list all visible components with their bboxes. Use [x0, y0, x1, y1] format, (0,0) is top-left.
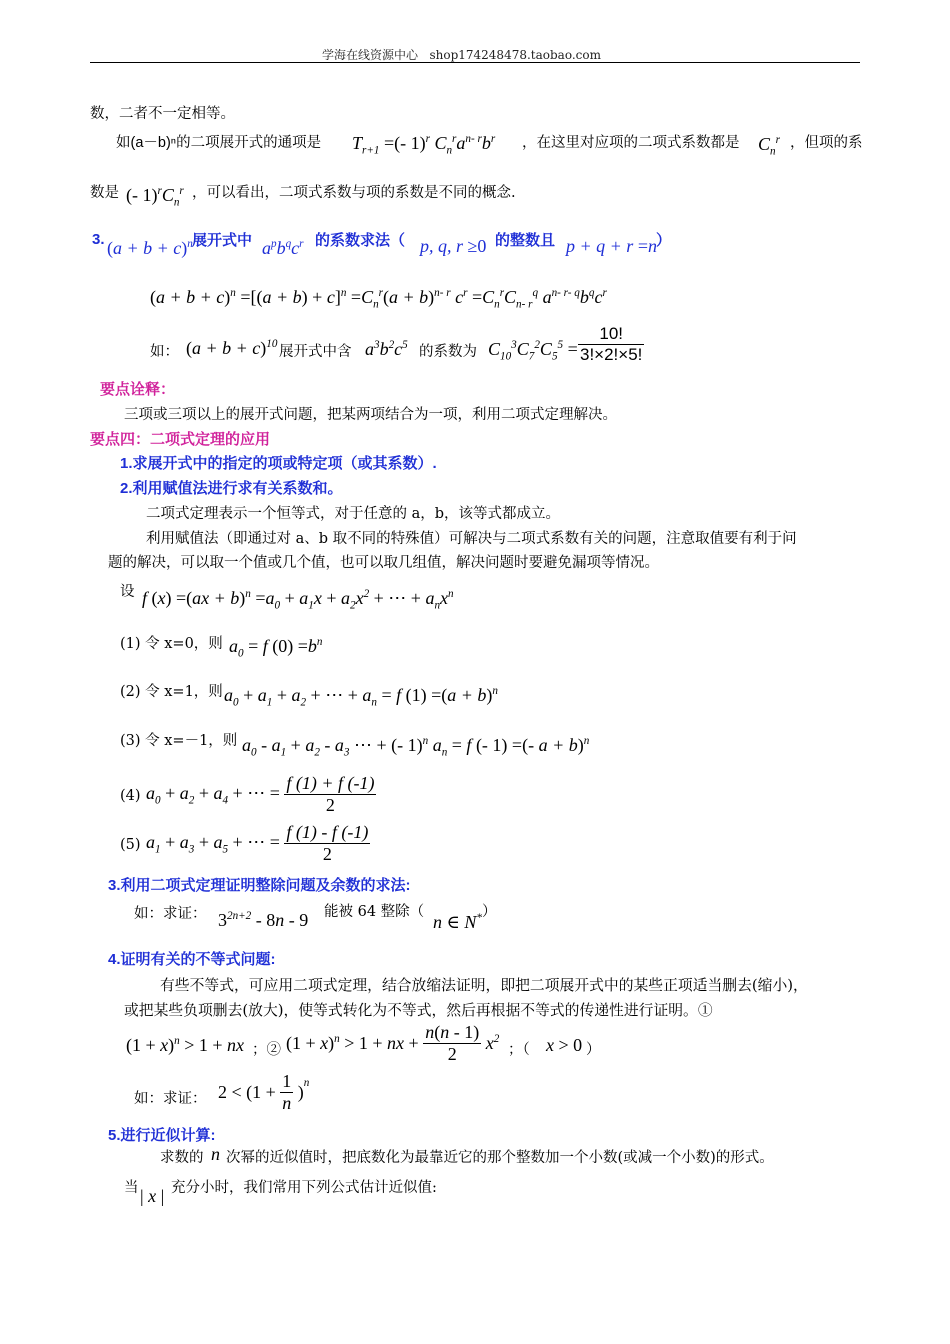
case5-label: (5)	[120, 837, 141, 853]
case2-label: (2) 令 x=1，则	[120, 684, 223, 700]
formula-term-coef: (- $1)^rC_n^r$	[126, 185, 184, 209]
h3-b: 的系数求法（	[315, 232, 406, 249]
ex2-label: 如：求证：	[134, 906, 207, 922]
p4-n: n	[211, 1144, 220, 1164]
line2-a: 如(a－b)ⁿ的二项展开式的通项是	[116, 135, 322, 151]
note-text: 三项或三项以上的展开式问题，把某两项结合为一项，利用二项式定理解决。	[124, 407, 617, 423]
ex2-end: ）	[482, 904, 497, 920]
ineq-end: ）	[586, 1042, 601, 1058]
ex1-formula-2: $a^3b^2c^5$	[365, 339, 408, 359]
ex1-a: 展开式中含	[279, 344, 352, 360]
p2a: 利用赋值法（即通过对 a、b 取不同的特殊值）可解决与二项式系数有关的问题，注意取值要有利于问	[146, 531, 797, 547]
line3-a: 数是	[90, 185, 119, 201]
header-site: 学海在线资源中心	[322, 48, 419, 62]
p3b: 或把某些负项删去(放大)，使等式转化为不等式，然后再根据不等式的传递性进行证明。①	[124, 1002, 713, 1019]
formula-fx: f $(x) =(ax + b)^n =a_0 + a_1x + a_2x^2$ + ⋯ + $a_nx^n$	[142, 588, 454, 612]
formula-binom-coef: $C_n^r$	[758, 134, 780, 158]
case3-formula: $a_0 - a_1 + a_2 - a_3$ ⋯ + (- 1)$^n$ $a_n = f$ (- 1) =(- a + b)$^n$	[242, 735, 590, 759]
h3-formula-3: p, q, r ≥0	[420, 236, 487, 256]
para-line-2	[116, 131, 321, 152]
ex1-frac-num: 10!	[578, 324, 644, 345]
ex2-text: 能被 64 整除（	[324, 904, 425, 920]
ex1-formula-3: $C_{10}^3C_7^2C_5^5$ =	[488, 339, 578, 363]
h3-formula-1: $(a + b + c)^n$	[107, 238, 193, 258]
ineq-cond: x > 0	[546, 1035, 583, 1055]
ex1-frac-den: 3!×2!×5!	[580, 345, 643, 364]
case5-frac-num: f (1) - f (-1)	[286, 822, 369, 842]
s4-title: 4.证明有关的不等式问题:	[108, 951, 276, 968]
p5a: 当	[124, 1180, 139, 1196]
case4-frac-den: 2	[325, 795, 335, 815]
header-rule	[90, 62, 860, 63]
header-text	[322, 46, 601, 63]
line3-b: ，可以看出，二项式系数与项的系数是不同的概念.	[192, 185, 516, 201]
p5-absx: | x |	[140, 1186, 165, 1206]
s5-title: 5.进行近似计算:	[108, 1127, 216, 1144]
ineq-2: $(1 + x)^n > 1$ + nx + $\frac{n(n - 1)}{2}$ $x^2$	[286, 1022, 500, 1064]
ineq-1: $(1 + x)^n > 1$ + nx	[126, 1035, 245, 1055]
p5b: 充分小时，我们常用下列公式估计近似值:	[171, 1180, 437, 1196]
case5-formula: $a_1 + a_3 + a_5$ + ⋯ = $\frac{f (1) - f (-1)}{2}$	[146, 822, 369, 864]
s2-title: 2.利用赋值法进行求有关系数和。	[120, 480, 343, 497]
case4-frac-num: f (1) + f (-1)	[286, 773, 375, 793]
ex1-label: 如：	[150, 344, 179, 360]
formula-trinomial-expansion: $(a + b + c)^n =[(a + b) + c]^n =C_n^r(a + b)^{n- r}$ $c^r =C_n^rC_{n- r}^q$ $a^{n- r- q}b^qc^r$	[150, 287, 607, 311]
p3a: 有些不等式，可应用二项式定理，结合放缩法证明，即把二项展开式中的某些正项适当删去(缩小)，	[160, 977, 808, 994]
section4-title: 要点四：二项式定理的应用	[90, 431, 271, 448]
ex2-domain: n ∈ N*	[433, 912, 482, 932]
ex1-fraction	[578, 324, 644, 365]
ex3-label: 如：求证：	[134, 1091, 207, 1107]
p4a: 求数的	[160, 1150, 204, 1166]
h3-a: 展开式中	[192, 232, 253, 249]
header-shop: shop174248478.taobao.com	[429, 48, 601, 62]
s1-title: 1.求展开式中的指定的项或特定项（或其系数）.	[120, 455, 437, 472]
line2-c: ，但项的系	[790, 135, 863, 151]
set-label: 设	[120, 584, 135, 600]
ineq-sep: ；②	[252, 1042, 281, 1058]
ex2-formula: $3^{2n+2} - 8n - 9$	[218, 910, 309, 930]
h3-formula-4: p + q + r =n	[566, 236, 657, 256]
case1-label: (1) 令 x=0，则	[120, 636, 223, 652]
note-title: 要点诠释：	[100, 381, 176, 398]
ex3-formula: 2 < (1 + $\frac{1}{n}$ )$^n$	[218, 1071, 310, 1113]
ineq-sep2: ；（	[508, 1042, 530, 1058]
ex1-formula-1: $(a + b + c)^{10}$	[186, 338, 278, 358]
s3-title: 3.利用二项式定理证明整除问题及余数的求法:	[108, 877, 411, 894]
h3-formula-2: $a^pb^qc^r$	[262, 238, 304, 258]
line2-b: ，在这里对应项的二项式系数都是	[522, 135, 740, 151]
case2-formula: $a_0 + a_1 + a_2$ + ⋯ + $a_n = f$ $(1) =(a + b)^n$	[224, 685, 498, 709]
p2b: 题的解决，可以取一个值或几个值，也可以取几组值，解决问题时要避免漏项等情况。	[108, 555, 659, 571]
case1-formula: $a_0 = f$ $(0) =b^n$	[229, 636, 323, 660]
case4-formula: $a_0 + a_2 + a_4$ + ⋯ = $\frac{f (1) + f (-1)}{2}$	[146, 773, 375, 815]
case5-frac-den: 2	[322, 844, 332, 864]
case3-label: (3) 令 x=－1，则	[120, 733, 238, 749]
para-line-1: 数，二者不一定相等。	[90, 106, 235, 122]
p1: 二项式定理表示一个恒等式，对于任意的 a，b，该等式都成立。	[146, 506, 561, 522]
h3-c: 的整数且	[495, 232, 556, 249]
ex1-b: 的系数为	[419, 344, 477, 360]
case4-label: (4)	[120, 788, 141, 804]
h3-d: ）	[656, 232, 672, 249]
p4b: 次幂的近似值时，把底数化为最靠近它的那个整数加一个小数(或减一个小数)的形式。	[226, 1150, 774, 1166]
ineq-2-den: 2	[447, 1044, 457, 1064]
h3-num: 3.	[92, 231, 105, 248]
formula-general-term: $T_{r+1}$ =(- 1)$^r$ $C_n^ra^{n- r}b^r$	[352, 133, 496, 157]
